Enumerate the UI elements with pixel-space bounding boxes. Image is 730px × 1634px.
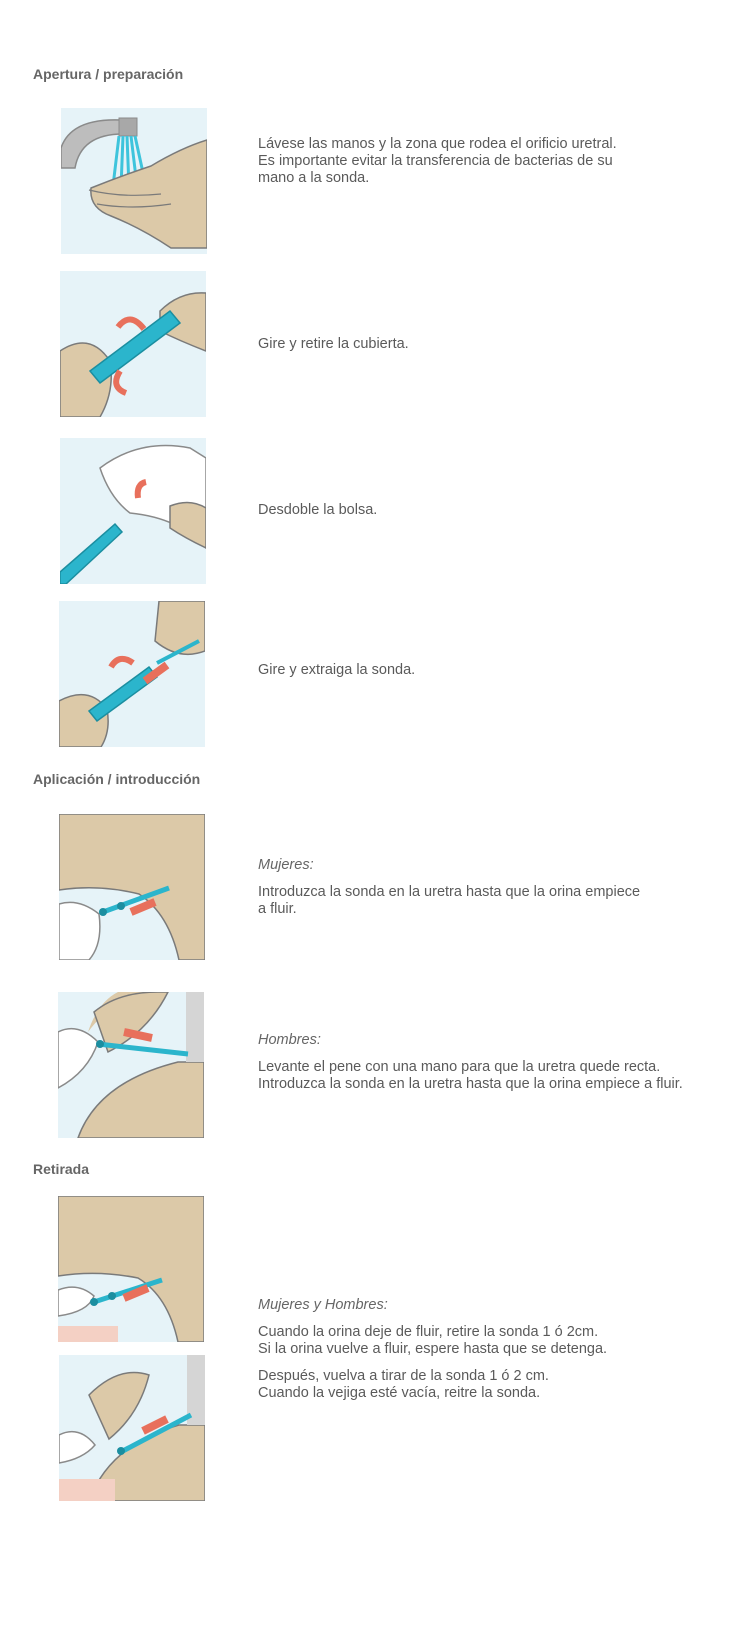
wash-hands-illustration [61,108,207,254]
step-extract-text: Gire y extraiga la sonda. [258,662,416,678]
step-women-label: Mujeres: [258,857,314,873]
step-men-label: Hombres: [258,1032,321,1048]
step-wash-line-3: mano a la sonda. [258,170,370,186]
step-removal-label: Mujeres y Hombres: [258,1297,388,1313]
step-removal-text [258,1297,718,1402]
step-removal-p2-line-2: Cuando la vejiga esté vacía, reitre la sonda. [258,1385,541,1401]
step-men-text [258,1032,718,1093]
step-men-line-1: Levante el pene con una mano para que la uretra quede recta. [258,1059,661,1075]
step-wash-line-2: Es importante evitar la transferencia de bacterias de su [258,153,613,169]
step-wash-line-1: Lávese las manos y la zona que rodea el orificio uretral. [258,136,617,152]
section-title-aplicacion: Aplicación / introducción [33,771,201,787]
unfold-bag-illustration [60,438,206,584]
step-unfold-bag-text: Desdoble la bolsa. [258,502,378,518]
section-title-retirada: Retirada [33,1161,90,1177]
men-insertion-illustration [58,992,204,1138]
step-removal-p1-line-1: Cuando la orina deje de fluir, retire la sonda 1 ó 2cm. [258,1324,599,1340]
section-title-apertura: Apertura / preparación [33,66,184,82]
step-women-text [258,857,718,918]
step-twist-cover-text: Gire y retire la cubierta. [258,336,409,352]
women-insertion-illustration [59,814,205,960]
step-wash-text [258,136,718,187]
step-women-line-2: a fluir. [258,901,297,917]
removal-illustration-1 [58,1196,204,1342]
step-removal-p2-line-1: Después, vuelva a tirar de la sonda 1 ó 2 cm. [258,1368,549,1384]
removal-illustration-2 [59,1355,205,1501]
extract-catheter-illustration [59,601,205,747]
step-women-line-1: Introduzca la sonda en la uretra hasta que la orina empiece [258,884,641,900]
step-men-line-2: Introduzca la sonda en la uretra hasta que la orina empiece a fluir. [258,1076,683,1092]
twist-cover-illustration [60,271,206,417]
step-removal-p1-line-2: Si la orina vuelve a fluir, espere hasta que se detenga. [258,1341,608,1357]
